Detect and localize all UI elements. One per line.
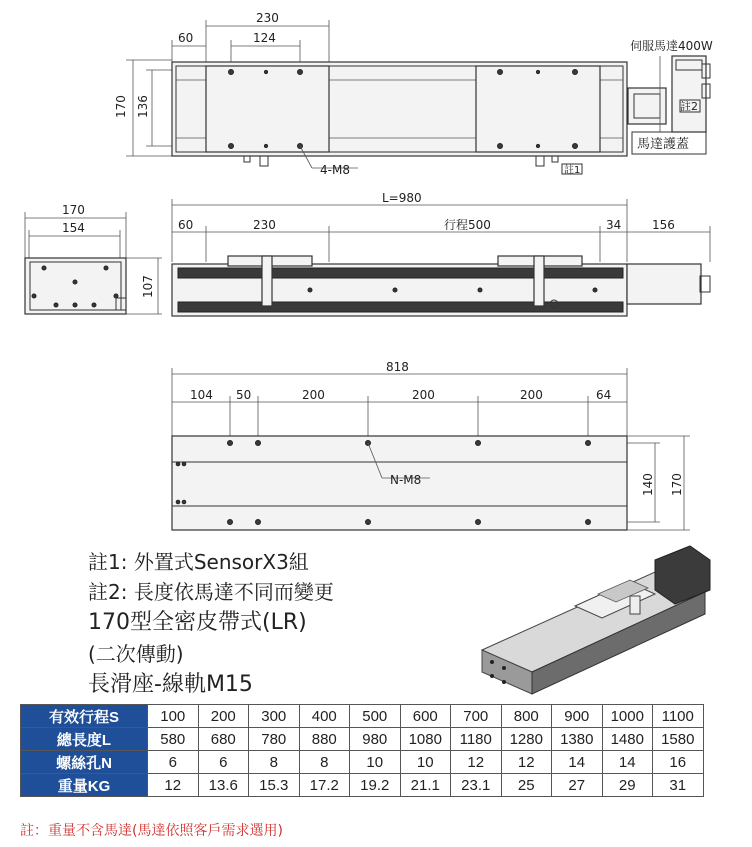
spec-cell: 31 [653, 774, 704, 797]
model-rail: 長滑座-線軌M15 [88, 672, 253, 697]
product-3d-illustration [482, 546, 710, 694]
end-view [25, 203, 162, 314]
spec-cell: 25 [501, 774, 552, 797]
spec-cell: 12 [501, 751, 552, 774]
dim-140-bottom: 140 [641, 473, 655, 496]
spec-cell: 300 [249, 705, 300, 728]
spec-cell: 780 [249, 728, 300, 751]
spec-cell: 14 [552, 751, 603, 774]
spec-cell: 1280 [501, 728, 552, 751]
spec-cell: 13.6 [198, 774, 249, 797]
spec-cell: 16 [653, 751, 704, 774]
dim-50: 50 [236, 388, 252, 402]
motor-label: 伺服馬達400W [630, 39, 713, 53]
note-2: 註2: 長度依馬達不同而變更 [88, 580, 334, 604]
spec-row [21, 751, 704, 774]
spec-row [21, 728, 704, 751]
dim-stroke: 行程500 [444, 218, 491, 232]
spec-table [20, 704, 704, 797]
spec-cell: 800 [501, 705, 552, 728]
spec-cell: 10 [350, 751, 401, 774]
spec-cell: 8 [299, 751, 350, 774]
spec-row-header: 總長度L [21, 728, 148, 751]
spec-cell: 980 [350, 728, 401, 751]
spec-cell: 400 [299, 705, 350, 728]
dim-60-side: 60 [178, 218, 194, 232]
dim-170-bottom: 170 [670, 473, 684, 496]
spec-cell: 15.3 [249, 774, 300, 797]
dim-34-side: 34 [606, 218, 622, 232]
weight-footnote: 註：重量不含馬達(馬達依照客戶需求選用) [20, 823, 283, 839]
dim-136-top: 136 [136, 95, 150, 118]
spec-cell: 900 [552, 705, 603, 728]
spec-cell: 19.2 [350, 774, 401, 797]
dim-107-end: 107 [141, 275, 155, 298]
bottom-callout-nm8: N-M8 [390, 473, 422, 487]
spec-cell: 1580 [653, 728, 704, 751]
spec-cell: 200 [198, 705, 249, 728]
spec-cell: 1000 [602, 705, 653, 728]
spec-row [21, 774, 704, 797]
note2-tag: 註2 [680, 100, 698, 113]
spec-cell: 580 [148, 728, 199, 751]
dim-200-b: 200 [412, 388, 435, 402]
spec-row-header: 螺絲孔N [21, 751, 148, 774]
spec-cell: 12 [451, 751, 502, 774]
spec-row [21, 705, 704, 728]
spec-cell: 100 [148, 705, 199, 728]
spec-cell: 8 [249, 751, 300, 774]
spec-row-header: 重量KG [21, 774, 148, 797]
spec-cell: 500 [350, 705, 401, 728]
note-1: 註1: 外置式SensorX3組 [88, 550, 309, 574]
spec-cell: 27 [552, 774, 603, 797]
dim-170-top: 170 [114, 95, 128, 118]
dim-64: 64 [596, 388, 612, 402]
dim-total-L: L=980 [382, 191, 422, 205]
note1-tag: 註1 [564, 165, 581, 176]
notes-block [88, 547, 448, 701]
dim-170-end: 170 [62, 203, 85, 217]
dim-818: 818 [386, 360, 409, 374]
spec-cell: 6 [148, 751, 199, 774]
spec-cell: 1080 [400, 728, 451, 751]
spec-cell: 12 [148, 774, 199, 797]
spec-cell: 1380 [552, 728, 603, 751]
dim-230-top: 230 [256, 11, 279, 25]
dim-200-a: 200 [302, 388, 325, 402]
spec-cell: 29 [602, 774, 653, 797]
dim-154-end: 154 [62, 221, 85, 235]
model-title: 170型全密皮帶式(LR) [88, 610, 307, 635]
dim-230-side: 230 [253, 218, 276, 232]
spec-cell: 23.1 [451, 774, 502, 797]
spec-cell: 1180 [451, 728, 502, 751]
spec-cell: 1480 [602, 728, 653, 751]
dim-124-top: 124 [253, 31, 276, 45]
top-view [114, 11, 713, 177]
model-subtitle: (二次傳動) [88, 642, 184, 666]
spec-cell: 700 [451, 705, 502, 728]
dim-200-c: 200 [520, 388, 543, 402]
spec-cell: 21.1 [400, 774, 451, 797]
cover-label: 馬達護蓋 [637, 137, 690, 152]
spec-row-header: 有效行程S [21, 705, 148, 728]
spec-cell: 14 [602, 751, 653, 774]
bolt-callout-4m8: 4-M8 [320, 163, 350, 177]
dim-156-side: 156 [652, 218, 675, 232]
spec-cell: 600 [400, 705, 451, 728]
spec-cell: 10 [400, 751, 451, 774]
dim-60-top: 60 [178, 31, 194, 45]
spec-cell: 1100 [653, 705, 704, 728]
spec-cell: 880 [299, 728, 350, 751]
spec-cell: 6 [198, 751, 249, 774]
side-view [172, 191, 710, 316]
spec-cell: 680 [198, 728, 249, 751]
dim-104: 104 [190, 388, 213, 402]
spec-cell: 17.2 [299, 774, 350, 797]
bottom-view [172, 360, 690, 530]
